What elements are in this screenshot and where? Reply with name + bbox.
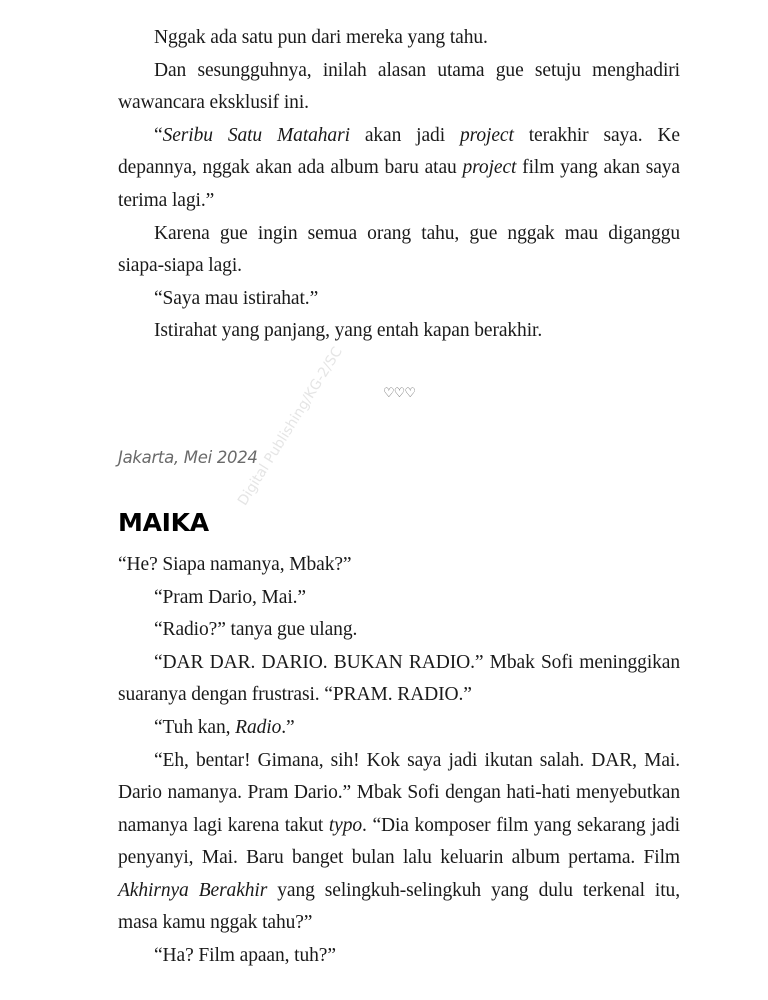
- dateline: Jakarta, Mei 2024: [118, 447, 258, 467]
- paragraph: “DAR DAR. DARIO. BUKAN RADIO.” Mbak Sofi meninggikan suaranya dengan frustrasi. “PRAM. RADIO.”: [118, 651, 680, 706]
- paragraph: Istirahat yang panjang, yang entah kapan berakhir.: [154, 320, 543, 342]
- section-divider: [118, 382, 680, 406]
- watermark: Digital Publishing/KG-2/SC: [235, 344, 346, 509]
- paragraph: “Tuh kan, Radio.”: [154, 716, 295, 738]
- paragraph: “Eh, bentar! Gimana, sih! Kok saya jadi ikutan salah. DAR, Mai. Dario namanya. Pram Dario.” Mbak Sofi dengan hati-hati menyebutkan namanya lagi karena takut typo. “Dia komposer film yang sekarang jadi penyanyi, Mai. Baru banget bulan lalu keluarin album pertama. Film Akhirnya Berakhir yang selingkuh-selingkuh yang dulu terkenal itu, masa kamu nggak tahu?”: [118, 749, 680, 934]
- italic-text: typo: [328, 814, 363, 836]
- paragraph: Dan sesungguhnya, inilah alasan utama gue setuju menghadiri wawancara eksklusif ini.: [118, 59, 680, 114]
- chapter-body: [118, 549, 680, 973]
- paragraph: Karena gue ingin semua orang tahu, gue nggak mau diganggu siapa-siapa lagi.: [118, 222, 680, 277]
- three-hearts-icon: ♡♡♡: [383, 385, 415, 401]
- italic-text: Akhirnya Berakhir: [118, 879, 268, 901]
- paragraph: “Pram Dario, Mai.”: [154, 586, 306, 608]
- italic-text: project: [459, 124, 514, 146]
- book-page: [118, 22, 680, 973]
- paragraph: “Radio?” tanya gue ulang.: [154, 619, 358, 641]
- section-body: [118, 22, 680, 348]
- paragraph: “Seribu Satu Matahari akan jadi project terakhir saya. Ke depannya, nggak akan ada album baru atau project film yang akan saya terima lagi.”: [118, 124, 680, 211]
- chapter-title: MAIKA: [118, 507, 209, 537]
- italic-text: Radio: [235, 716, 282, 738]
- italic-text: project: [462, 157, 517, 179]
- paragraph: Nggak ada satu pun dari mereka yang tahu.: [154, 27, 488, 48]
- paragraph: “He? Siapa namanya, Mbak?”: [118, 553, 352, 575]
- paragraph: “Saya mau istirahat.”: [154, 287, 319, 309]
- paragraph: “Ha? Film apaan, tuh?”: [154, 945, 336, 967]
- italic-text: Seribu Satu Matahari: [162, 124, 350, 146]
